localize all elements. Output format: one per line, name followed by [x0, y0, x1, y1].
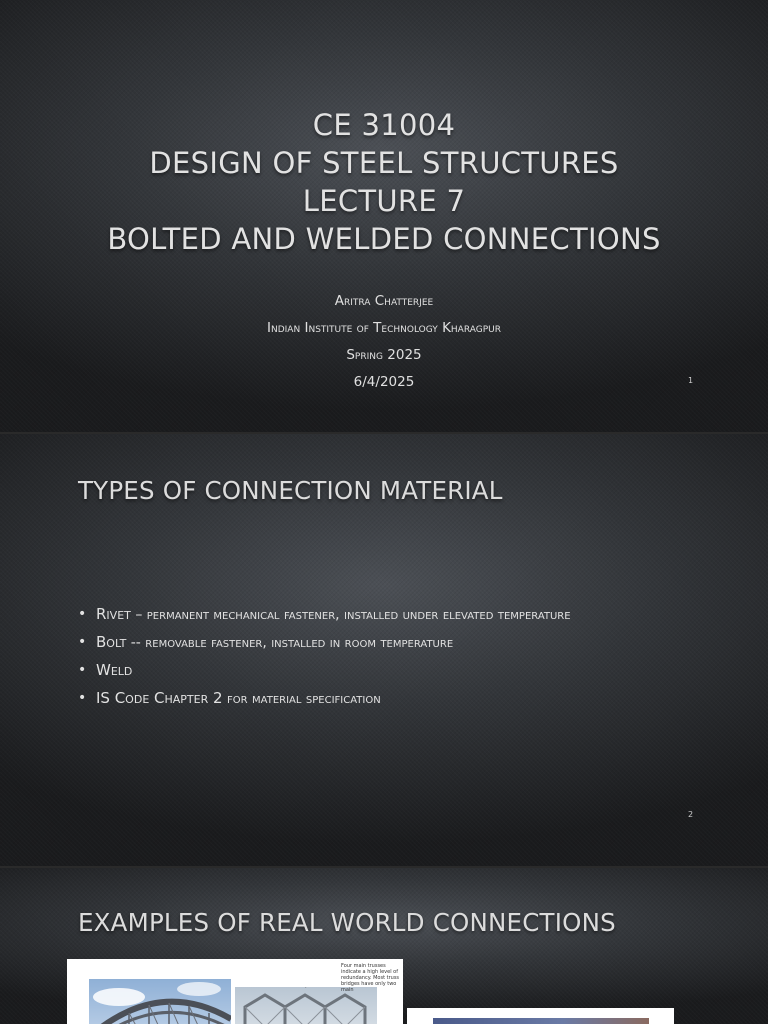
second-figure [407, 1008, 674, 1024]
list-item [78, 600, 571, 628]
title-lecture-number: LECTURE 7 [302, 184, 466, 218]
slide-heading: TYPES OF CONNECTION MATERIAL [78, 476, 503, 505]
slide-3 [0, 868, 768, 1024]
institution-name: Indian Institute of Technology Kharagpur [267, 320, 501, 336]
author-name: Aritra Chatterjee [334, 293, 434, 309]
bullet-description: for material specification [222, 691, 381, 707]
bridge-figure [67, 959, 403, 1024]
bullet-term: Bolt [96, 633, 127, 651]
page-number: 1 [688, 376, 694, 385]
slide-subtitle [0, 288, 768, 396]
second-figure-photo [433, 1018, 649, 1024]
bullet-dot: • [78, 634, 87, 650]
list-item [78, 656, 571, 684]
date: 6/4/2025 [353, 374, 415, 390]
title-course-name: DESIGN OF STEEL STRUCTURES [149, 146, 619, 180]
bullet-dot: • [78, 690, 87, 706]
bullet-dot: • [78, 606, 87, 622]
page-number: 2 [688, 810, 694, 819]
title-lecture-topic: BOLTED AND WELDED CONNECTIONS [107, 222, 661, 256]
term: Spring 2025 [346, 347, 422, 363]
bullet-description: -- removable fastener, installed in room temperature [126, 635, 454, 651]
slide-1 [0, 0, 768, 432]
arch-bridge-photo [89, 979, 231, 1024]
slide-2 [0, 434, 768, 866]
figure-annotation: Four main trusses indicate a high level of redundancy. Most truss bridges have only two main [341, 963, 400, 993]
title-course-code: CE 31004 [312, 108, 456, 142]
slide-title [0, 106, 768, 258]
slide-heading: EXAMPLES OF REAL WORLD CONNECTIONS [78, 908, 616, 937]
bullet-term: Weld [96, 661, 133, 679]
bullet-description: – permanent mechanical fastener, installed under elevated temperature [130, 607, 571, 623]
bullet-term: IS Code Chapter 2 [96, 689, 223, 707]
bullet-term: Rivet [96, 605, 131, 623]
list-item [78, 628, 571, 656]
bullet-dot: • [78, 662, 87, 678]
list-item [78, 684, 571, 712]
bullet-list [78, 600, 571, 712]
